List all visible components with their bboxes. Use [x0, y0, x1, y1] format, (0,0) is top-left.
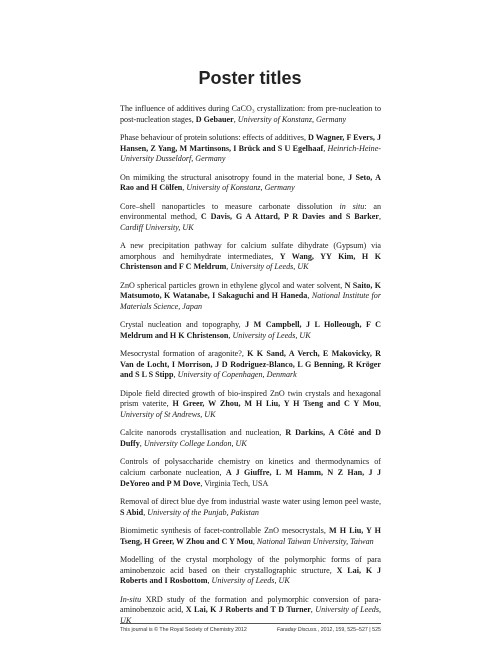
poster-entry	[120, 428, 381, 449]
poster-title: Controls of polysaccharide chemistry on kinetics and thermodynamics of calcium carbonate nucleation,	[120, 457, 381, 477]
separator: ,	[323, 143, 328, 153]
poster-entry	[120, 281, 381, 313]
poster-authors: N Saito, K Matsumoto, K Watanabe, I Sakaguchi and H Haneda	[120, 280, 381, 301]
poster-authors: Y Wang, YY Kim, H K Christenson and F C Meldrum	[120, 251, 381, 272]
poster-entry	[120, 389, 381, 421]
poster-affiliation: Heinrich-Heine-University Dusseldorf, Germany	[120, 143, 382, 164]
poster-entry	[120, 320, 381, 341]
poster-authors: M H Liu, Y H Tseng, H Greer, W Zhou and C Y Mou	[120, 525, 381, 546]
poster-entry	[120, 173, 381, 194]
poster-title: The influence of additives during CaCO₃ crystallization: from pre-nucleation to post-nucleation stages,	[120, 104, 381, 124]
separator: ,	[228, 330, 233, 340]
poster-entry	[120, 202, 381, 234]
separator: ,	[139, 439, 144, 449]
poster-affiliation: University of Copenhagen, Denmark	[177, 370, 297, 380]
poster-entry	[120, 555, 381, 587]
poster-title: Phase behaviour of protein solutions: effects of additives,	[120, 132, 308, 142]
poster-title: On mimiking the structural anisotropy found in the material bone,	[120, 172, 349, 182]
poster-authors: K K Sand, A Verch, E Makovicky, R Van de Locht, I Morrison, J D Rodriguez-Blanco, L G Benning, R Kröger and S L S Stipp	[120, 349, 381, 380]
poster-title: ZnO spherical particles grown in ethylene glycol and water solvent,	[120, 280, 345, 290]
poster-authors: X Lai, K J Roberts and I Rosbottom	[120, 565, 381, 586]
poster-entry	[120, 526, 381, 547]
poster-list	[120, 104, 381, 634]
separator: ,	[207, 576, 212, 586]
page-title: Poster titles	[198, 68, 302, 88]
poster-authors: J M Campbell, J L Holleough, F C Meldrum and H K Christenson	[120, 320, 382, 340]
poster-authors: D Gebauer	[195, 114, 234, 124]
poster-affiliation: University of Konstanz, Germany	[186, 183, 295, 193]
poster-title-italic: In-situ	[120, 594, 142, 604]
poster-authors: A J Giuffre, L M Hamm, N Z Han, J J DeYoreo and P M Dove	[120, 468, 381, 488]
poster-affiliation: University of Leeds, UK	[230, 262, 309, 272]
poster-entry	[120, 241, 381, 273]
poster-title: Dipole field directed growth of bio-inspired ZnO twin crystals and hexagonal prism vaterite,	[120, 388, 381, 409]
separator: ,	[200, 478, 205, 488]
poster-affiliation: Virginia Tech, USA	[204, 478, 269, 488]
poster-title: XRD study of the formation and polymorphic conversion of para-aminobenzoic acid,	[120, 594, 381, 615]
poster-affiliation: University of Leeds, UK	[120, 605, 382, 625]
copyright-notice: This journal is © The Royal Society of Chemistry 2012	[120, 627, 247, 633]
poster-entry	[120, 595, 381, 627]
poster-entry	[120, 457, 381, 489]
separator: ,	[252, 536, 257, 546]
poster-authors: J Seto, A Rao and H Cölfen	[120, 172, 381, 193]
poster-authors: H Greer, W Zhou, M H Liu, Y H Tseng and C Y Mou	[172, 399, 379, 409]
poster-entry	[120, 349, 381, 381]
separator: ,	[307, 291, 312, 301]
poster-authors: R Darkins, A Côté and D Duffy	[120, 428, 381, 449]
poster-entry	[120, 133, 381, 165]
citation-details: , 2012, 159, 525–527 | 525	[317, 627, 381, 633]
poster-affiliation: Cardiff University, UK	[120, 222, 194, 232]
poster-affiliation: National Institute for Materials Science, Japan	[120, 291, 382, 311]
separator: ,	[310, 605, 316, 615]
poster-authors: X Lai, K J Roberts and T D Turner	[185, 605, 311, 615]
poster-title: Core–shell nanoparticles to measure carbonate dissolution	[120, 201, 340, 211]
footer	[120, 627, 381, 633]
separator: ,	[378, 399, 381, 409]
separator: ,	[173, 370, 178, 380]
separator: ,	[182, 183, 187, 193]
poster-affiliation: University of St Andrews, UK	[120, 410, 216, 420]
poster-title: : an environmental method,	[120, 201, 381, 222]
poster-authors: D Wagner, F Evers, J Hansen, Z Yang, M Martinsons, I Brück and S U Egelhaaf	[120, 132, 381, 153]
poster-title-italic: in situ	[339, 201, 365, 211]
poster-entry	[120, 104, 381, 125]
poster-title: Removal of direct blue dye from industrial waste water using lemon peel waste,	[120, 496, 381, 506]
poster-title: Calcite nanorods crystallisation and nucleation,	[120, 428, 286, 438]
poster-title: A new precipitation pathway for calcium sulfate dihydrate (Gypsum) via amorphous and hemihydrate intermediates,	[120, 241, 381, 261]
poster-title: Crystal nucleation and topography,	[120, 320, 246, 330]
poster-affiliation: University of Leeds, UK	[232, 330, 311, 340]
poster-affiliation: National Taiwan University, Taiwan	[256, 536, 374, 546]
poster-title: Biomimetic synthesis of facet-controllable ZnO mesocrystals,	[120, 525, 329, 535]
separator: ,	[233, 114, 238, 124]
poster-entry	[120, 497, 381, 518]
poster-affiliation: University of the Punjab, Pakistan	[147, 507, 259, 517]
journal-name: Faraday Discuss.	[276, 627, 318, 633]
footer-divider	[120, 623, 381, 624]
poster-affiliation: University College London, UK	[143, 439, 247, 449]
poster-affiliation: University of Leeds, UK	[211, 576, 290, 586]
citation	[277, 627, 381, 633]
poster-affiliation: University of Konstanz, Germany	[237, 114, 347, 124]
poster-authors: C Davis, G A Attard, P R Davies and S Barker	[200, 212, 379, 222]
poster-title: Mesocrystal formation of aragonite?,	[120, 349, 248, 359]
separator: ,	[226, 262, 231, 272]
poster-authors: S Abid	[120, 507, 144, 517]
separator: ,	[143, 507, 148, 517]
poster-title: Modelling of the crystal morphology of the polymorphic forms of para aminobenzoic acid based on their crystallographic structure,	[120, 554, 381, 575]
separator: ,	[378, 212, 381, 222]
